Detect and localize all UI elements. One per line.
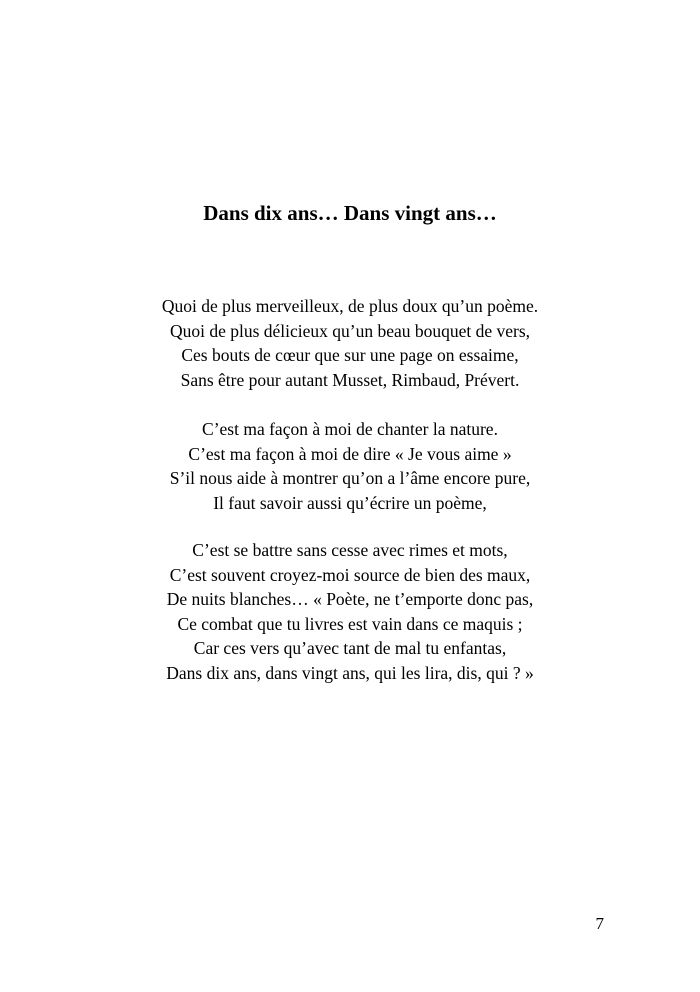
poem-line: Ces bouts de cœur que sur une page on essaime, bbox=[181, 345, 519, 365]
poem-line: De nuits blanches… « Poète, ne t’emporte donc pas, bbox=[166, 589, 534, 609]
poem-line: Il faut savoir aussi qu’écrire un poème, bbox=[213, 492, 487, 513]
page-number: 7 bbox=[595, 914, 604, 933]
poem-line: Car ces vers qu’avec tant de mal tu enfantas, bbox=[193, 638, 507, 658]
poem-line: C’est souvent croyez-moi source de bien des maux, bbox=[169, 564, 531, 585]
poem-line: Sans être pour autant Musset, Rimbaud, Prévert. bbox=[180, 369, 520, 390]
poem-line: Quoi de plus merveilleux, de plus doux qu’un poème. bbox=[161, 296, 539, 316]
poem-line: Dans dix ans, dans vingt ans, qui les lira, dis, qui ? » bbox=[166, 662, 534, 683]
poem-line: S’il nous aide à montrer qu’on a l’âme encore pure, bbox=[169, 468, 531, 488]
poem-line: C’est ma façon à moi de chanter la nature. bbox=[202, 419, 498, 439]
poem-line: C’est se battre sans cesse avec rimes et mots, bbox=[192, 540, 508, 560]
poem-line: Quoi de plus délicieux qu’un beau bouquet de vers, bbox=[169, 320, 531, 341]
poem-title: Dans dix ans… Dans vingt ans… bbox=[203, 201, 497, 225]
stanza-3 bbox=[0, 538, 700, 685]
stanza-2 bbox=[0, 417, 700, 515]
stanza-1 bbox=[0, 294, 700, 392]
poem-line: Ce combat que tu livres est vain dans ce maquis ; bbox=[177, 613, 523, 634]
poem-line: C’est ma façon à moi de dire « Je vous aime » bbox=[188, 443, 512, 464]
